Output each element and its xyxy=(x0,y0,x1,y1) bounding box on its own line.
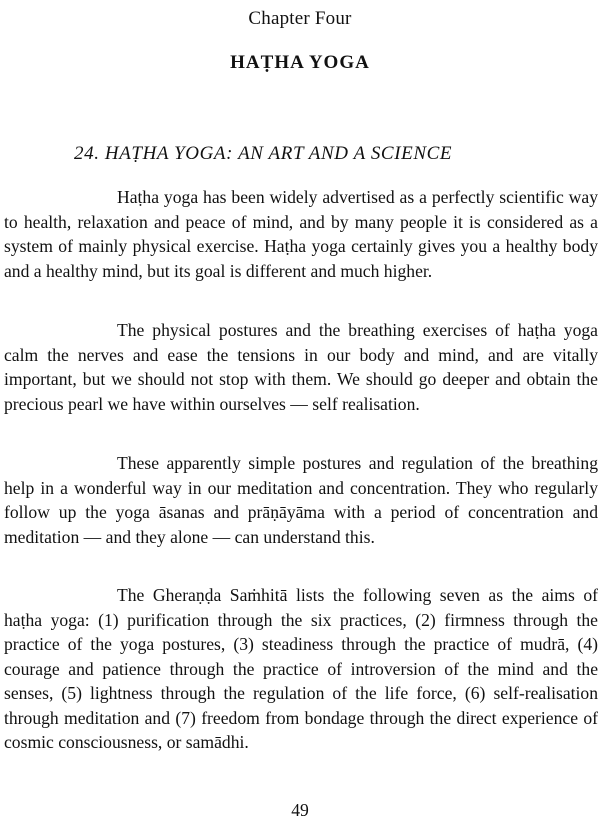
paragraph-text: The Gheraṇḍa Saṁhitā lists the following seven as the aims of haṭha yoga: (1) purification through the six practices, (2) firmness through the practice of the yoga postures, (3) steadiness through the practice of mudrā, (4) courage and patience through the practice of introversion of the mind and the senses, (5) lightness through the regulation of the life force, (6) self-realisation through meditation and (7) freedom from bondage through the direct experience of cosmic consciousness, or samādhi. xyxy=(4,585,598,752)
chapter-label: Chapter Four xyxy=(248,8,352,29)
paragraph-text: These apparently simple postures and regulation of the breathing help in a wonderful way in our meditation and concentration. They who regularly follow up the yoga āsanas and prāṇāyāma with a period of concentration and meditation — and they alone — can understand this. xyxy=(4,453,598,547)
paragraph-text: Haṭha yoga has been widely advertised as a perfectly scientific way to health, relaxation and peace of mind, and by many people it is considered as a system of mainly physical exercise. Haṭha yoga certainly gives you a healthy body and a healthy mind, but its goal is different and much higher. xyxy=(4,187,598,281)
paragraph xyxy=(4,318,598,416)
paragraph xyxy=(4,185,598,283)
section-heading: 24. HAṬHA YOGA: AN ART AND A SCIENCE xyxy=(74,143,453,164)
paragraph xyxy=(4,583,598,755)
paragraph-text: The physical postures and the breathing exercises of haṭha yoga calm the nerves and ease the tensions in our body and mind, and are vitally important, but we should not stop with them. We should go deeper and obtain the precious pearl we have within ourselves — self realisation. xyxy=(4,320,598,414)
paragraph xyxy=(4,451,598,549)
page-number: 49 xyxy=(291,800,309,820)
chapter-title: HAṬHA YOGA xyxy=(230,52,370,73)
